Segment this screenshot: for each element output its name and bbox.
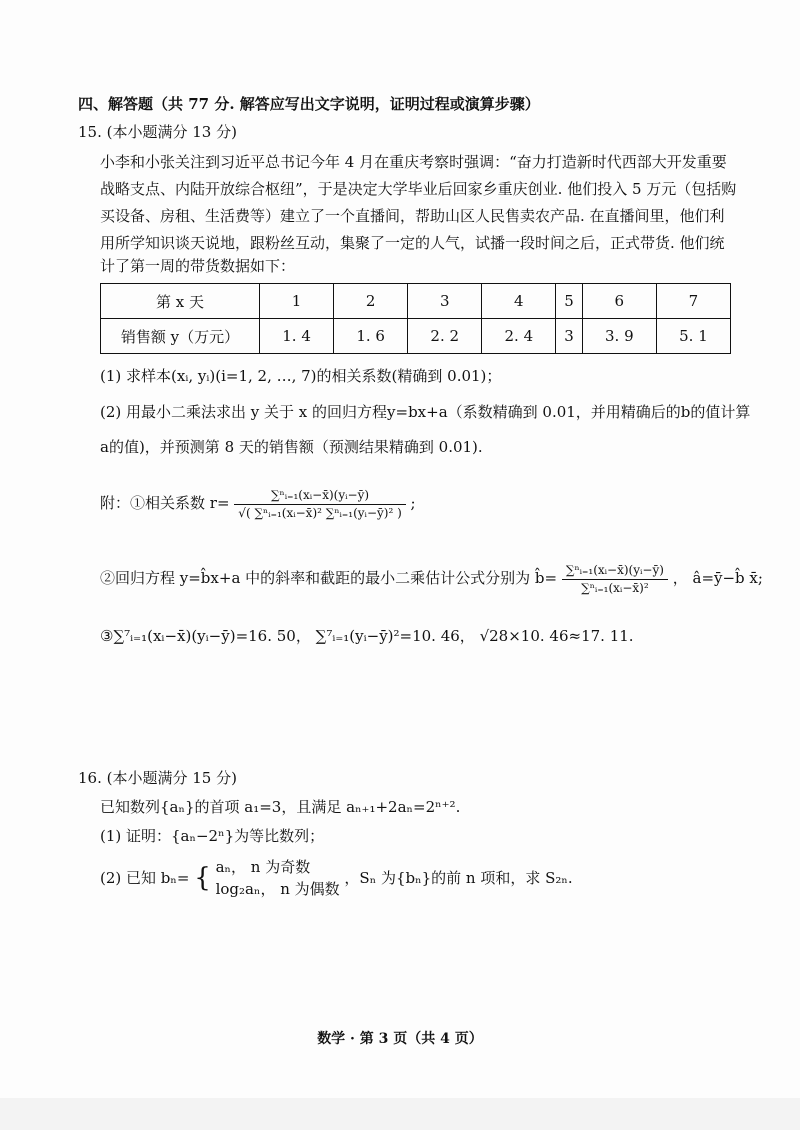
table-cell-sales: 2. 2 [408, 319, 482, 354]
formula-regression [100, 556, 763, 600]
b-numerator: ∑ⁿᵢ₌₁(xᵢ−x̄)(yᵢ−ȳ) [562, 562, 668, 580]
case-odd: aₙ， n 为奇数 [215, 858, 311, 876]
r-denominator: √( ∑ⁿᵢ₌₁(xᵢ−x̄)² ∑ⁿᵢ₌₁(yᵢ−ȳ)² ) [238, 505, 402, 520]
brace-icon: { [194, 863, 211, 893]
section-title: 四、解答题（共 77 分. 解答应写出文字说明，证明过程或演算步骤） [78, 95, 540, 113]
table-cell-day: 3 [408, 284, 482, 319]
r-fraction [234, 487, 405, 522]
table-cell-day: 6 [582, 284, 656, 319]
table-cell-sales: 3 [556, 319, 582, 354]
q15-para-line: 战略支点、内陆开放综合枢纽”，于是决定大学毕业后回家乡重庆创业. 他们投入 5 万元（包括购 [100, 180, 737, 198]
note-label: 附：①相关系数 r= [100, 494, 230, 512]
r-end: ; [410, 494, 416, 512]
case-even: log₂aₙ， n 为偶数 [215, 880, 340, 898]
sales-table [100, 283, 731, 354]
q15-part1: (1) 求样本(xᵢ, yᵢ)(i=1, 2, …, 7)的相关系数(精确到 0.01)； [100, 367, 502, 385]
table-cell-day: 7 [656, 284, 730, 319]
table-cell-day: 1 [260, 284, 334, 319]
q16-part1: (1) 证明：{aₙ−2ⁿ}为等比数列； [100, 827, 325, 845]
q16-part2-suffix: ，Sₙ 为{bₙ}的前 n 项和，求 S₂ₙ. [344, 869, 573, 887]
q16-line1: 已知数列{aₙ}的首项 a₁=3，且满足 aₙ₊₁+2aₙ=2ⁿ⁺². [100, 798, 461, 816]
table-cell-sales: 5. 1 [656, 319, 730, 354]
table-cell-sales: 1. 6 [334, 319, 408, 354]
r-numerator: ∑ⁿᵢ₌₁(xᵢ−x̄)(yᵢ−ȳ) [234, 487, 405, 505]
table-row-sales [101, 319, 731, 354]
b-fraction [562, 562, 668, 597]
table-header-sales: 销售额 y（万元） [101, 319, 260, 354]
table-cell-day: 2 [334, 284, 408, 319]
q16-part2-prefix: (2) 已知 bₙ= [100, 869, 190, 887]
table-cell-sales: 2. 4 [482, 319, 556, 354]
piecewise-cases [216, 856, 340, 900]
q15-part2-line1: (2) 用最小二乘法求出 y 关于 x 的回归方程y=bx+a（系数精确到 0.01，并用精确后的b的值计算 [100, 403, 751, 421]
q16-part2 [100, 856, 573, 906]
q15-part2-line2: a的值)，并预测第 8 天的销售额（预测结果精确到 0.01). [100, 438, 483, 456]
table-row-day [101, 284, 731, 319]
q15-para-line: 计了第一周的带货数据如下： [100, 257, 296, 275]
formula-correlation [100, 484, 416, 522]
formula-given-values: ③∑⁷ᵢ₌₁(xᵢ−x̄)(yᵢ−ȳ)=16. 50， ∑⁷ᵢ₌₁(yᵢ−ȳ)²=10. 46， √28×10. 46≈17. 11. [100, 627, 634, 645]
table-cell-sales: 1. 4 [260, 319, 334, 354]
table-cell-day: 4 [482, 284, 556, 319]
formula2-text: ②回归方程 y=b̂x+a 中的斜率和截距的最小二乘估计公式分别为 b̂= [100, 569, 558, 587]
q15-para-line: 小李和小张关注到习近平总书记今年 4 月在重庆考察时强调：“奋力打造新时代西部大开发重要 [100, 153, 727, 171]
table-cell-day: 5 [556, 284, 582, 319]
scan-edge [0, 1098, 800, 1130]
table-header-day: 第 x 天 [101, 284, 260, 319]
table-cell-sales: 3. 9 [582, 319, 656, 354]
q15-para-line: 买设备、房租、生活费等）建立了一个直播间，帮助山区人民售卖农产品. 在直播间里，他们利 [100, 207, 725, 225]
q15-para-line: 用所学知识谈天说地，跟粉丝互动，集聚了一定的人气，试播一段时间之后，正式带货. 他们统 [100, 234, 725, 252]
a-hat-formula: ， â=ȳ−b̂ x̄; [672, 569, 763, 587]
page-footer: 数学 · 第 3 页（共 4 页） [317, 1031, 483, 1047]
q15-header: 15. (本小题满分 13 分) [78, 123, 237, 141]
b-denominator: ∑ⁿᵢ₌₁(xᵢ−x̄)² [581, 580, 649, 595]
q16-header: 16. (本小题满分 15 分) [78, 769, 237, 787]
